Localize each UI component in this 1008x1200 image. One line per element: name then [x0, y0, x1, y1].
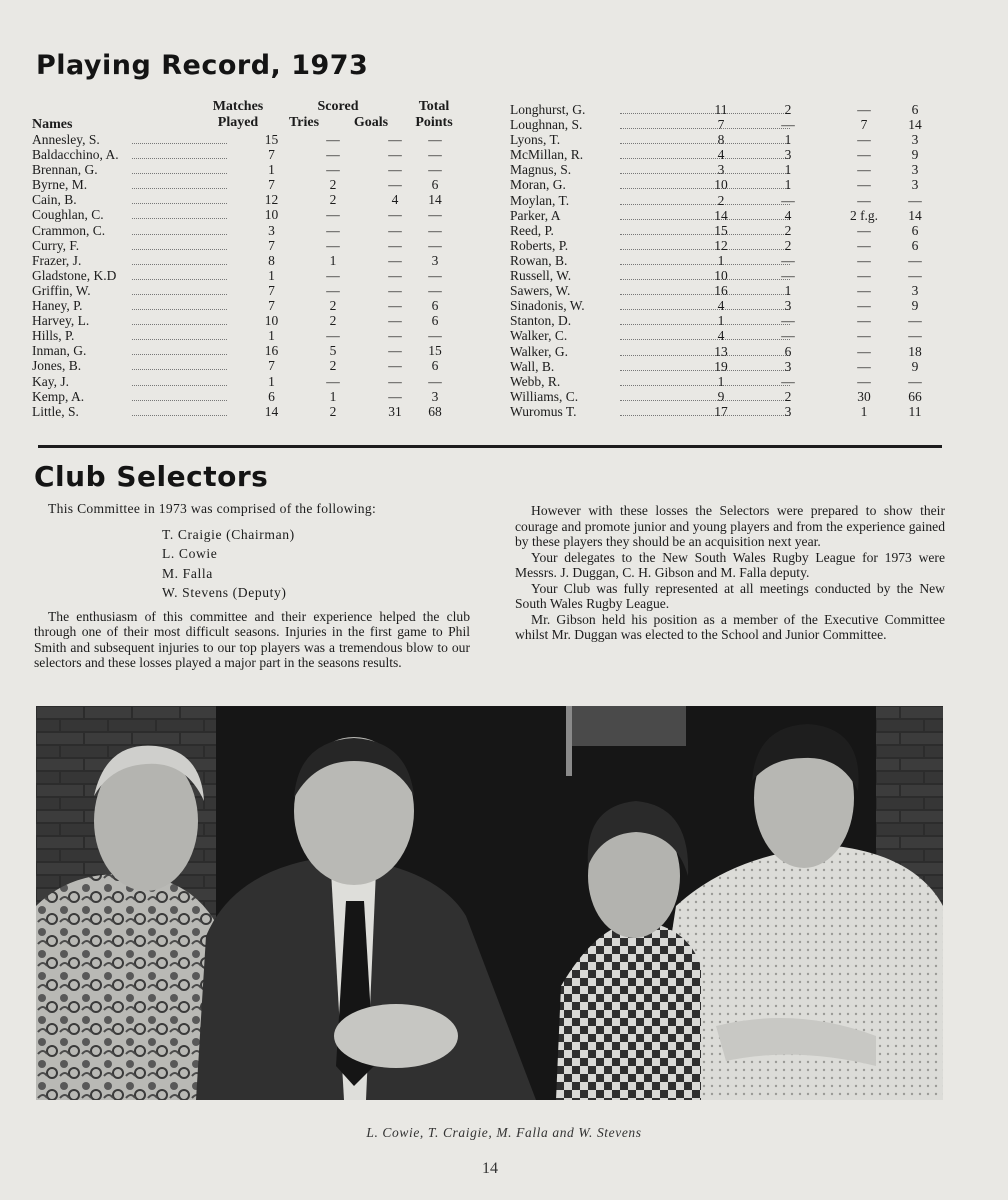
table-row	[32, 358, 472, 373]
matches-played: 13	[714, 343, 728, 359]
total-header: Total	[418, 99, 450, 114]
table-row	[32, 207, 472, 222]
tries-cell: 2	[784, 102, 792, 117]
matches-played: 3	[268, 222, 275, 238]
player-name: Stanton, D.	[510, 313, 572, 329]
dot-leader	[132, 188, 227, 189]
table-row	[32, 132, 472, 147]
points-cell: —	[428, 147, 442, 163]
goals-cell: —	[388, 282, 402, 298]
player-rows	[510, 102, 940, 419]
committee-intro: This Committee in 1973 was comprised of the following:	[48, 501, 377, 516]
table-row	[510, 132, 940, 147]
matches-played: 2	[717, 192, 725, 208]
player-rows	[32, 132, 472, 419]
points-cell: —	[908, 328, 922, 344]
committee-paragraph: The enthusiasm of this committee and their experience helped the club through one of their most difficult seasons. Injuries in the first game to Phil Smith and subsequent injuries to our top players was a tremendous blow to our selectors and these losses played a major part in the seasons results.	[34, 608, 470, 670]
body-paragraph: Your delegates to the New South Wales Rugby League for 1973 were Messrs. J. Duggan, C. H. Gibson and M. Falla deputy.	[515, 549, 945, 580]
tries-cell: —	[781, 117, 795, 133]
matches-played: 7	[268, 358, 275, 374]
table-row	[510, 298, 940, 313]
names-header: Names	[32, 117, 73, 132]
player-name: Kay, J.	[32, 373, 69, 389]
goals-cell: 4	[391, 192, 399, 208]
goals-cell: —	[388, 388, 402, 404]
goals-cell: —	[857, 222, 871, 238]
matches-played: 1	[268, 267, 275, 283]
tries-cell: 1	[784, 177, 792, 193]
points-cell: —	[428, 373, 442, 389]
tries-cell: —	[781, 252, 795, 268]
table-row	[32, 223, 472, 238]
dot-leader	[132, 369, 227, 370]
tries-cell: 3	[784, 147, 792, 163]
selectors-left-column	[34, 501, 470, 671]
matches-played: 12	[264, 192, 279, 208]
section-divider	[38, 445, 942, 448]
goals-cell: 1	[860, 403, 868, 419]
matches-header: Matches	[212, 99, 264, 114]
selectors-photo	[36, 706, 943, 1100]
table-row	[32, 192, 472, 207]
dot-leader	[132, 324, 227, 325]
points-cell: 6	[911, 237, 919, 253]
player-name: Curry, F.	[32, 237, 80, 253]
points-cell: —	[428, 207, 442, 223]
table-row	[510, 208, 940, 223]
goals-cell: —	[857, 283, 871, 299]
points-cell: 68	[428, 403, 442, 419]
tries-cell: —	[781, 313, 795, 329]
points-cell: —	[428, 328, 442, 344]
matches-played: 1	[717, 373, 725, 389]
points-header: Points	[415, 115, 453, 130]
goals-cell: —	[388, 237, 402, 253]
table-row	[510, 404, 940, 419]
player-name: Byrne, M.	[32, 177, 88, 193]
tries-cell: 1	[784, 283, 792, 299]
page-number: 14	[482, 1160, 498, 1177]
goals-cell: —	[388, 132, 402, 147]
matches-played: 10	[264, 313, 279, 329]
goals-cell: —	[857, 313, 871, 329]
table-row	[510, 359, 940, 374]
tries-cell: 2	[784, 222, 792, 238]
goals-cell: —	[857, 237, 871, 253]
scored-header: Scored	[317, 99, 359, 114]
player-name: Williams, C.	[510, 388, 579, 404]
goals-cell: 2 f.g.	[849, 207, 879, 223]
player-name: Reed, P.	[510, 222, 554, 238]
dot-leader	[132, 218, 227, 219]
points-cell: —	[428, 282, 442, 298]
goals-cell: —	[857, 358, 871, 374]
goals-cell: 31	[388, 403, 402, 419]
player-name: Frazer, J.	[32, 252, 82, 268]
points-cell: 6	[431, 177, 439, 193]
points-cell: 14	[428, 192, 442, 208]
goals-cell: —	[388, 177, 402, 193]
matches-played: 10	[264, 207, 279, 223]
goals-cell: —	[857, 162, 871, 178]
dot-leader	[132, 203, 227, 204]
points-cell: 6	[911, 102, 919, 117]
tries-cell: 6	[784, 343, 792, 359]
goals-cell: —	[857, 132, 871, 148]
matches-played: 12	[714, 237, 728, 253]
committee-member: T. Craigie (Chairman)	[162, 526, 295, 542]
body-paragraph: Mr. Gibson held his position as a member of the Executive Committee whilst Mr. Duggan was elected to the School and Junior Committee.	[515, 611, 945, 642]
table-row	[32, 343, 472, 358]
body-paragraph: Your Club was fully represented at all meetings conducted by the New South Wales Rugby League.	[515, 580, 945, 611]
tries-cell: 2	[329, 313, 337, 329]
table-row	[32, 328, 472, 343]
player-name: Roberts, P.	[510, 237, 569, 253]
table-row	[510, 193, 940, 208]
goals-cell: —	[388, 373, 402, 389]
matches-played: 3	[717, 162, 725, 178]
player-name: Hills, P.	[32, 328, 75, 344]
points-cell: —	[428, 132, 442, 147]
player-name: Russell, W.	[510, 268, 572, 284]
tries-cell: —	[326, 132, 340, 147]
committee-member: W. Stevens (Deputy)	[162, 585, 287, 600]
player-name: Haney, P.	[32, 298, 83, 314]
goals-cell: —	[857, 328, 871, 344]
table-row	[510, 389, 940, 404]
points-cell: 6	[431, 298, 439, 314]
table-row	[510, 268, 940, 283]
tries-cell: 1	[329, 252, 337, 268]
table-row	[32, 313, 472, 328]
tries-cell: —	[781, 328, 795, 344]
points-cell: 18	[908, 343, 922, 359]
table-header	[32, 99, 472, 132]
player-name: Brennan, G.	[32, 162, 98, 178]
table-row	[32, 177, 472, 192]
dot-leader	[132, 294, 227, 295]
matches-played: 16	[714, 283, 728, 299]
points-cell: 15	[428, 343, 442, 359]
matches-played: 10	[714, 177, 728, 193]
table-row	[32, 162, 472, 177]
matches-played: 7	[268, 298, 275, 314]
tries-cell: —	[326, 147, 340, 163]
player-name: Jones, B.	[32, 358, 82, 374]
dot-leader	[132, 264, 227, 265]
table-row	[510, 223, 940, 238]
player-name: Inman, G.	[32, 343, 87, 359]
dot-leader	[132, 400, 227, 401]
goals-header: Goals	[353, 115, 389, 130]
goals-cell: —	[388, 343, 402, 359]
matches-played: 7	[268, 147, 275, 163]
matches-played: 19	[714, 358, 728, 374]
player-name: Wuromus T.	[510, 403, 577, 419]
player-name: Sinadonis, W.	[510, 298, 585, 314]
player-name: Magnus, S.	[510, 162, 572, 178]
matches-played: 15	[714, 222, 728, 238]
table-row	[32, 253, 472, 268]
matches-played: 1	[268, 373, 275, 389]
matches-played: 1	[268, 328, 275, 344]
matches-played: 11	[714, 102, 728, 117]
goals-cell: —	[857, 298, 871, 314]
goals-cell: —	[388, 358, 402, 374]
tries-cell: 2	[329, 177, 337, 193]
matches-played: 17	[714, 403, 728, 419]
tries-cell: 3	[784, 403, 792, 419]
player-name: Longhurst, G.	[510, 102, 586, 117]
table-row	[510, 162, 940, 177]
points-cell: 3	[911, 132, 919, 148]
player-name: Kemp, A.	[32, 388, 85, 404]
played-header: Played	[217, 115, 259, 130]
dot-leader	[132, 385, 227, 386]
points-cell: 9	[911, 358, 919, 374]
dot-leader	[132, 173, 227, 174]
photo-caption: L. Cowie, T. Craigie, M. Falla and W. Stevens	[366, 1125, 642, 1140]
dot-leader	[132, 415, 227, 416]
points-cell: 6	[431, 358, 439, 374]
player-name: Moylan, T.	[510, 192, 570, 208]
points-cell: 9	[911, 147, 919, 163]
goals-cell: —	[388, 313, 402, 329]
matches-played: 9	[717, 388, 725, 404]
tries-cell: —	[326, 282, 340, 298]
tries-cell: 2	[329, 192, 337, 208]
matches-played: 1	[268, 162, 275, 178]
goals-cell: 7	[860, 117, 868, 133]
tries-cell: 3	[784, 298, 792, 314]
goals-cell: —	[388, 252, 402, 268]
player-name: Cain, B.	[32, 192, 77, 208]
goals-cell: —	[857, 343, 871, 359]
selectors-right-column	[515, 503, 945, 643]
points-cell: 9	[911, 298, 919, 314]
dot-leader	[132, 339, 227, 340]
goals-cell: —	[857, 147, 871, 163]
tries-cell: 1	[784, 132, 792, 148]
tries-cell: —	[326, 328, 340, 344]
points-cell: 14	[908, 117, 922, 133]
tries-cell: 2	[329, 298, 337, 314]
points-cell: 3	[431, 388, 439, 404]
dot-leader	[132, 279, 227, 280]
tries-cell: 2	[784, 388, 792, 404]
matches-played: 4	[717, 328, 725, 344]
points-cell: 11	[908, 403, 922, 419]
goals-cell: —	[857, 102, 871, 117]
player-name: Little, S.	[32, 403, 79, 419]
dot-leader	[132, 354, 227, 355]
points-cell: —	[428, 222, 442, 238]
goals-cell: —	[388, 147, 402, 163]
tries-cell: —	[326, 207, 340, 223]
player-name: Sawers, W.	[510, 283, 571, 299]
points-cell: —	[908, 373, 922, 389]
tries-cell: —	[326, 237, 340, 253]
committee-member: L. Cowie	[162, 546, 218, 561]
table-row	[510, 344, 940, 359]
body-paragraph: However with these losses the Selectors were prepared to show their courage and promote junior and young players and from the experience gained by these players they should be an acquisition next year.	[515, 503, 945, 549]
committee-member: M. Falla	[162, 565, 213, 581]
points-cell: —	[908, 268, 922, 284]
table-row	[510, 253, 940, 268]
matches-played: 14	[714, 207, 728, 223]
tries-header: Tries	[288, 115, 320, 130]
dot-leader	[132, 249, 227, 250]
table-row	[510, 177, 940, 192]
tries-cell: —	[326, 222, 340, 238]
player-name: Baldacchino, A.	[32, 147, 119, 163]
section-title: Club Selectors	[34, 460, 269, 493]
tries-cell: 1	[329, 388, 337, 404]
table-row	[510, 283, 940, 298]
table-row	[510, 374, 940, 389]
player-name: Moran, G.	[510, 177, 566, 193]
table-row	[32, 283, 472, 298]
points-cell: 6	[911, 222, 919, 238]
matches-played: 6	[268, 388, 275, 404]
matches-played: 14	[264, 403, 279, 419]
player-name: Gladstone, K.D	[32, 267, 117, 283]
matches-played: 10	[714, 268, 728, 284]
goals-cell: —	[857, 252, 871, 268]
tries-cell: 2	[329, 358, 337, 374]
matches-played: 7	[268, 282, 275, 298]
player-name: Annesley, S.	[32, 132, 100, 147]
points-cell: 3	[431, 252, 439, 268]
matches-played: 1	[717, 313, 725, 329]
points-cell: —	[908, 313, 922, 329]
points-cell: —	[428, 162, 442, 178]
points-cell: 3	[911, 162, 919, 178]
goals-cell: —	[857, 192, 871, 208]
matches-played: 7	[717, 117, 725, 133]
matches-played: 16	[264, 343, 279, 359]
matches-played: 15	[264, 132, 279, 147]
tries-cell: —	[326, 267, 340, 283]
tries-cell: 3	[784, 358, 792, 374]
matches-played: 8	[717, 132, 725, 148]
goals-cell: —	[388, 328, 402, 344]
playing-record-table-right	[510, 102, 940, 419]
player-name: Parker, A	[510, 207, 561, 223]
matches-played: 7	[268, 177, 275, 193]
player-name: Walker, G.	[510, 343, 568, 359]
tries-cell: 2	[329, 403, 337, 419]
tries-cell: —	[326, 373, 340, 389]
table-row	[32, 389, 472, 404]
goals-cell: —	[388, 267, 402, 283]
tries-cell: 4	[784, 207, 792, 223]
goals-cell: —	[388, 207, 402, 223]
points-cell: 3	[911, 283, 919, 299]
player-name: Rowan, B.	[510, 252, 568, 268]
player-name: Walker, C.	[510, 328, 568, 344]
table-row	[510, 147, 940, 162]
matches-played: 4	[717, 298, 725, 314]
tries-cell: —	[781, 192, 795, 208]
matches-played: 8	[268, 252, 275, 268]
tries-cell: —	[781, 373, 795, 389]
dot-leader	[132, 143, 227, 144]
table-row	[32, 147, 472, 162]
player-name: Harvey, L.	[32, 313, 90, 329]
player-name: Lyons, T.	[510, 132, 561, 148]
player-name: Coughlan, C.	[32, 207, 104, 223]
goals-cell: 30	[857, 388, 871, 404]
goals-cell: —	[857, 373, 871, 389]
player-name: McMillan, R.	[510, 147, 584, 163]
table-row	[32, 268, 472, 283]
points-cell: —	[428, 267, 442, 283]
table-row	[510, 313, 940, 328]
player-name: Crammon, C.	[32, 222, 106, 238]
tries-cell: 2	[784, 237, 792, 253]
goals-cell: —	[388, 162, 402, 178]
dot-leader	[132, 234, 227, 235]
tries-cell: —	[781, 268, 795, 284]
matches-played: 7	[268, 237, 275, 253]
goals-cell: —	[857, 268, 871, 284]
goals-cell: —	[388, 222, 402, 238]
player-name: Griffin, W.	[32, 282, 91, 298]
dot-leader	[132, 309, 227, 310]
player-name: Loughnan, S.	[510, 117, 583, 133]
table-row	[32, 238, 472, 253]
points-cell: 3	[911, 177, 919, 193]
player-name: Webb, R.	[510, 373, 561, 389]
page-title: Playing Record, 1973	[36, 50, 369, 81]
matches-played: 1	[717, 252, 725, 268]
points-cell: —	[428, 237, 442, 253]
goals-cell: —	[388, 298, 402, 314]
tries-cell: —	[326, 162, 340, 178]
goals-cell: —	[857, 177, 871, 193]
table-row	[32, 374, 472, 389]
table-row	[510, 328, 940, 343]
playing-record-table-left	[32, 99, 472, 419]
committee-members	[162, 525, 470, 603]
tries-cell: 1	[784, 162, 792, 178]
table-row	[510, 117, 940, 132]
tries-cell: 5	[329, 343, 337, 359]
points-cell: —	[908, 192, 922, 208]
table-row	[510, 238, 940, 253]
table-row	[32, 404, 472, 419]
table-row	[510, 102, 940, 117]
table-row	[32, 298, 472, 313]
points-cell: 66	[908, 388, 922, 404]
points-cell: 6	[431, 313, 439, 329]
points-cell: —	[908, 252, 922, 268]
points-cell: 14	[908, 207, 922, 223]
matches-played: 4	[717, 147, 725, 163]
player-name: Wall, B.	[510, 358, 555, 374]
dot-leader	[132, 158, 227, 159]
